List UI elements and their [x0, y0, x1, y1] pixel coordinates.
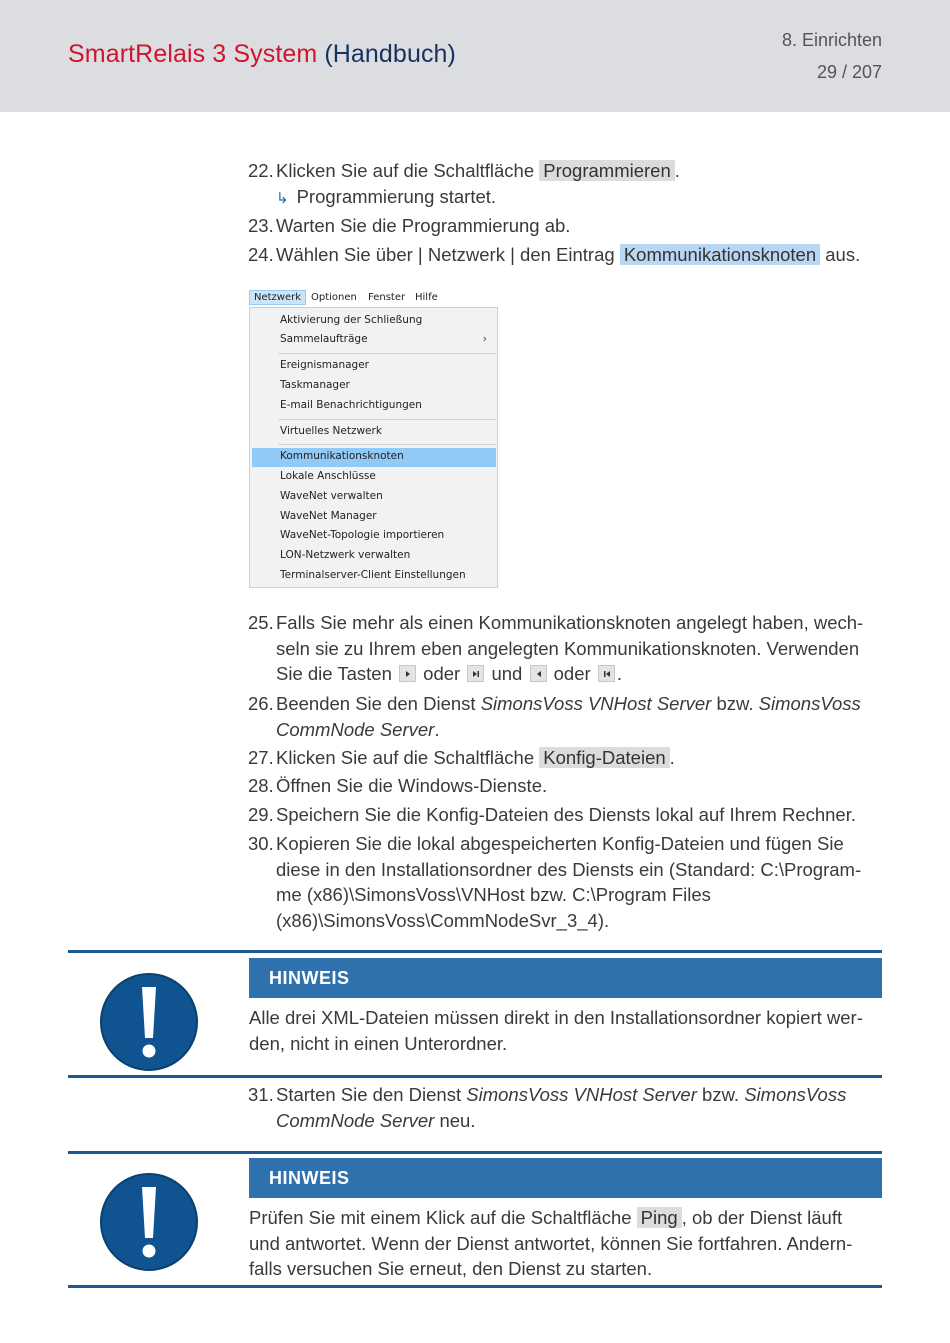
notice-text-line: falls versuchen Sie erneut, den Dienst zu starten. [249, 1258, 653, 1279]
step-text-end: . [674, 160, 680, 181]
step-text: Öffnen Sie die Windows-Dienste. [276, 775, 548, 796]
submenu-arrow-icon: › [482, 332, 487, 345]
menu-netzwerk[interactable]: Netzwerk [249, 290, 306, 305]
service-name: SimonsVoss VNHost Server [480, 693, 712, 714]
notice-top-rule [68, 950, 882, 953]
step-text-end: aus. [820, 244, 861, 265]
conjunction-text: und [486, 663, 528, 684]
notice-top-rule [68, 1151, 882, 1154]
step-22 [248, 158, 882, 184]
next-icon [399, 665, 416, 682]
step-text-line: Sie die Tasten [276, 663, 398, 684]
notice-text-line: den, nicht in einen Unterordner. [249, 1032, 508, 1054]
menu-item-terminalserver[interactable]: Terminalserver-Client Einstellungen [280, 569, 466, 581]
menu-item-wavenet-manager[interactable]: WaveNet Manager [280, 510, 377, 522]
step-text-line: diese in den Installationsordner des Diensts ein (Standard: C:\Program- [276, 858, 862, 880]
first-icon [598, 665, 615, 682]
step-text-line: me (x86)\SimonsVoss\VNHost bzw. C:\Program Files [276, 884, 711, 905]
step-text-end: . [669, 747, 675, 768]
menu-bar [249, 290, 498, 307]
notice-body [249, 1205, 882, 1282]
step-24 [248, 242, 882, 268]
menu-optionen[interactable]: Optionen [311, 292, 357, 303]
notice-text-line: und antwortet. Wenn der Dienst antwortet, können Sie fortfahren. Andern- [249, 1232, 853, 1254]
step-number: 31. [248, 1084, 274, 1105]
step-number: 25. [248, 612, 274, 633]
exclamation-icon [99, 1172, 199, 1272]
exclamation-icon [99, 972, 199, 1072]
menu-item-sammelauftraege[interactable]: Sammelaufträge [280, 333, 368, 345]
step-23 [248, 213, 882, 239]
menu-divider [278, 353, 496, 354]
step-text-end: . [434, 718, 440, 740]
step-text: Beenden Sie den Dienst [276, 693, 481, 714]
notice-bottom-rule [68, 1075, 882, 1078]
menu-item-lokale-anschluesse[interactable]: Lokale Anschlüsse [280, 470, 376, 482]
service-name: CommNode Server [276, 718, 435, 740]
page-number: 29 / 207 [816, 62, 882, 82]
kommunikationsknoten-entry-ref: Kommunikationsknoten [620, 244, 820, 265]
ping-button-ref: Ping [637, 1207, 682, 1228]
notice-text: , ob der Dienst läuft [681, 1207, 843, 1228]
step-text: Klicken Sie auf die Schaltfläche [276, 747, 540, 768]
step-number: 28. [248, 775, 274, 796]
step-text: Warten Sie die Programmierung ab. [276, 215, 571, 236]
result-arrow-icon: ↳ [276, 190, 289, 207]
menu-item-virtuelles-netzwerk[interactable]: Virtuelles Netzwerk [280, 425, 382, 437]
step-text-end: neu. [434, 1109, 476, 1131]
menu-screenshot [249, 290, 498, 588]
step-number: 26. [248, 693, 274, 714]
step-text: Speichern Sie die Konfig-Dateien des Diensts lokal auf Ihrem Rechner. [276, 804, 856, 825]
menu-item-ereignismanager[interactable]: Ereignismanager [280, 359, 369, 371]
step-29 [248, 802, 882, 828]
menu-item-email[interactable]: E-mail Benachrichtigungen [280, 399, 422, 411]
service-name: SimonsVoss VNHost Server [466, 1084, 697, 1105]
step-text: bzw. [696, 1084, 745, 1105]
netzwerk-dropdown [249, 307, 498, 588]
notice-header [249, 1158, 882, 1198]
result-text: Programmierung startet. [296, 186, 497, 207]
service-name: SimonsVoss [758, 693, 861, 714]
conjunction-text: oder [418, 663, 466, 684]
step-number: 23. [248, 215, 274, 236]
page-header [0, 0, 950, 112]
menu-divider [278, 419, 496, 420]
notice-bottom-rule [68, 1285, 882, 1288]
step-text: bzw. [711, 693, 759, 714]
notice-label: HINWEIS [269, 1168, 350, 1188]
notice-header [249, 958, 882, 998]
menu-hilfe[interactable]: Hilfe [415, 292, 438, 303]
service-name: CommNode Server [276, 1109, 435, 1131]
step-number: 27. [248, 747, 274, 768]
menu-item-wavenet-verwalten[interactable]: WaveNet verwalten [280, 490, 383, 502]
menu-item-aktivierung[interactable]: Aktivierung der Schließung [280, 314, 423, 326]
konfig-dateien-button-ref: Konfig-Dateien [539, 747, 669, 768]
service-name: SimonsVoss [744, 1084, 847, 1105]
step-text: Klicken Sie auf die Schaltfläche [276, 160, 540, 181]
programmieren-button-ref: Programmieren [539, 160, 675, 181]
step-28 [248, 773, 882, 799]
step-number: 22. [248, 160, 274, 181]
menu-item-lon-netzwerk[interactable]: LON-Netzwerk verwalten [280, 549, 411, 561]
menu-fenster[interactable]: Fenster [368, 292, 406, 303]
document-title [68, 40, 456, 69]
step-22-result [276, 184, 496, 212]
document-title-suffix: (Handbuch) [324, 40, 456, 68]
step-number: 24. [248, 244, 274, 265]
menu-item-kommunikationsknoten[interactable]: Kommunikationsknoten [280, 450, 404, 462]
step-31 [248, 1082, 882, 1133]
menu-item-taskmanager[interactable]: Taskmanager [280, 379, 350, 391]
notice-body [249, 1005, 882, 1056]
notice-text: Prüfen Sie mit einem Klick auf die Schaltfläche [249, 1207, 637, 1228]
step-text-line: (x86)\SimonsVoss\CommNodeSvr_3_4). [276, 909, 610, 931]
step-text-line: Kopieren Sie die lokal abgespeicherten Konfig-Dateien und fügen Sie [276, 833, 844, 854]
chapter-title: 8. Einrichten [781, 30, 882, 50]
prev-icon [530, 665, 547, 682]
notice-label: HINWEIS [269, 968, 350, 988]
step-text-line: Falls Sie mehr als einen Kommunikationsknoten angelegt haben, wech- [276, 612, 864, 633]
step-text: Starten Sie den Dienst [276, 1084, 467, 1105]
document-title-brand: SmartRelais 3 System [68, 40, 318, 68]
step-text: Wählen Sie über | Netzwerk | den Eintrag [276, 244, 620, 265]
step-30 [248, 831, 882, 933]
step-26 [248, 691, 882, 742]
last-icon [467, 665, 484, 682]
conjunction-text: oder [548, 663, 596, 684]
step-27 [248, 745, 882, 771]
menu-item-wavenet-topologie[interactable]: WaveNet-Topologie importieren [280, 529, 445, 541]
step-25 [248, 610, 882, 687]
menu-divider [278, 444, 496, 445]
step-number: 30. [248, 833, 274, 854]
step-number: 29. [248, 804, 274, 825]
notice-text-line: Alle drei XML-Dateien müssen direkt in den Installationsordner kopiert wer- [249, 1007, 863, 1028]
step-text-line: seln sie zu Ihrem eben angelegten Kommunikationsknoten. Verwenden [276, 637, 860, 659]
step-text-end: . [616, 663, 622, 684]
